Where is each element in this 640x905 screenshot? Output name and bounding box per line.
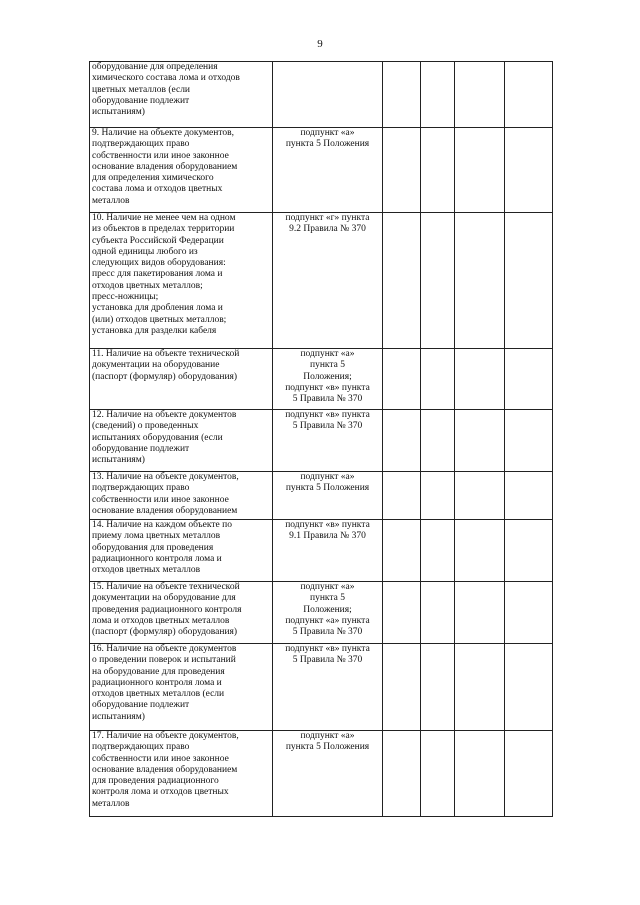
- table-row: [90, 349, 553, 410]
- requirement-cell: 17. Наличие на объекте документов, подтверждающих право собственности или иное законное основание владения оборудованием для проведения радиационного контроля лома и отходов цветных металлов: [90, 731, 273, 817]
- requirement-cell: 9. Наличие на объекте документов, подтверждающих право собственности или иное законное основание владения оборудованием для определения химического состава лома и отходов цветных металлов: [90, 128, 273, 213]
- empty-cell: [505, 582, 553, 644]
- empty-cell: [383, 520, 421, 582]
- empty-cell: [505, 520, 553, 582]
- empty-cell: [505, 128, 553, 213]
- empty-cell: [383, 128, 421, 213]
- legal-reference-cell: [273, 62, 383, 128]
- legal-reference-cell: подпункт «а» пункта 5 Положения; подпункт «а» пункта 5 Правила № 370: [273, 582, 383, 644]
- empty-cell: [455, 644, 505, 731]
- empty-cell: [455, 410, 505, 472]
- empty-cell: [383, 582, 421, 644]
- requirement-cell: 14. Наличие на каждом объекте по приему лома цветных металлов оборудования для проведения радиационного контроля лома и отходов цветных металлов: [90, 520, 273, 582]
- empty-cell: [455, 213, 505, 349]
- empty-cell: [505, 644, 553, 731]
- empty-cell: [455, 128, 505, 213]
- empty-cell: [421, 582, 455, 644]
- empty-cell: [383, 213, 421, 349]
- requirement-cell: оборудование для определения химического состава лома и отходов цветных металлов (если оборудование подлежит испытаниям): [90, 62, 273, 128]
- checklist-body: [90, 62, 553, 817]
- empty-cell: [383, 410, 421, 472]
- empty-cell: [383, 472, 421, 520]
- empty-cell: [455, 349, 505, 410]
- legal-reference-cell: подпункт «а» пункта 5 Положения: [273, 128, 383, 213]
- empty-cell: [455, 62, 505, 128]
- table-row: [90, 520, 553, 582]
- empty-cell: [383, 349, 421, 410]
- empty-cell: [455, 731, 505, 817]
- table-row: [90, 582, 553, 644]
- requirement-cell: 12. Наличие на объекте документов (сведений) о проведенных испытаниях оборудования (если оборудование подлежит испытаниям): [90, 410, 273, 472]
- table-row: [90, 472, 553, 520]
- empty-cell: [505, 410, 553, 472]
- requirement-cell: 16. Наличие на объекте документов о проведении поверок и испытаний на оборудование для проведения радиационного контроля лома и отходов цветных металлов (если оборудование подлежит испытаниям): [90, 644, 273, 731]
- empty-cell: [455, 520, 505, 582]
- empty-cell: [421, 349, 455, 410]
- empty-cell: [505, 731, 553, 817]
- empty-cell: [455, 472, 505, 520]
- requirement-cell: 13. Наличие на объекте документов, подтверждающих право собственности или иное законное основание владения оборудованием: [90, 472, 273, 520]
- requirement-cell: 10. Наличие не менее чем на одном из объектов в пределах территории субъекта Российской Федерации одной единицы любого из следующих видов оборудования: пресс для пакетирования лома и отходов цветных металлов; пресс-ножницы; установка для дробления лома и (или) отходов цветных металлов; установка для разделки кабеля: [90, 213, 273, 349]
- legal-reference-cell: подпункт «в» пункта 5 Правила № 370: [273, 644, 383, 731]
- legal-reference-cell: подпункт «г» пункта 9.2 Правила № 370: [273, 213, 383, 349]
- empty-cell: [383, 731, 421, 817]
- empty-cell: [383, 62, 421, 128]
- legal-reference-cell: подпункт «в» пункта 5 Правила № 370: [273, 410, 383, 472]
- empty-cell: [421, 520, 455, 582]
- empty-cell: [505, 213, 553, 349]
- legal-reference-cell: подпункт «а» пункта 5 Положения; подпункт «в» пункта 5 Правила № 370: [273, 349, 383, 410]
- empty-cell: [421, 213, 455, 349]
- table-row: [90, 644, 553, 731]
- empty-cell: [421, 644, 455, 731]
- table-row: [90, 731, 553, 817]
- checklist-table: [89, 61, 553, 817]
- legal-reference-cell: подпункт «а» пункта 5 Положения: [273, 472, 383, 520]
- requirement-cell: 11. Наличие на объекте технической документации на оборудование (паспорт (формуляр) оборудования): [90, 349, 273, 410]
- empty-cell: [383, 644, 421, 731]
- legal-reference-cell: подпункт «в» пункта 9.1 Правила № 370: [273, 520, 383, 582]
- empty-cell: [421, 410, 455, 472]
- empty-cell: [505, 349, 553, 410]
- empty-cell: [421, 731, 455, 817]
- table-row: [90, 213, 553, 349]
- empty-cell: [505, 62, 553, 128]
- legal-reference-cell: подпункт «а» пункта 5 Положения: [273, 731, 383, 817]
- table-row: [90, 410, 553, 472]
- table-row: [90, 128, 553, 213]
- empty-cell: [421, 62, 455, 128]
- empty-cell: [421, 128, 455, 213]
- page-number: 9: [317, 38, 323, 50]
- table-row: [90, 62, 553, 128]
- empty-cell: [505, 472, 553, 520]
- empty-cell: [421, 472, 455, 520]
- requirement-cell: 15. Наличие на объекте технической документации на оборудование для проведения радиационного контроля лома и отходов цветных металлов (паспорт (формуляр) оборудования): [90, 582, 273, 644]
- empty-cell: [455, 582, 505, 644]
